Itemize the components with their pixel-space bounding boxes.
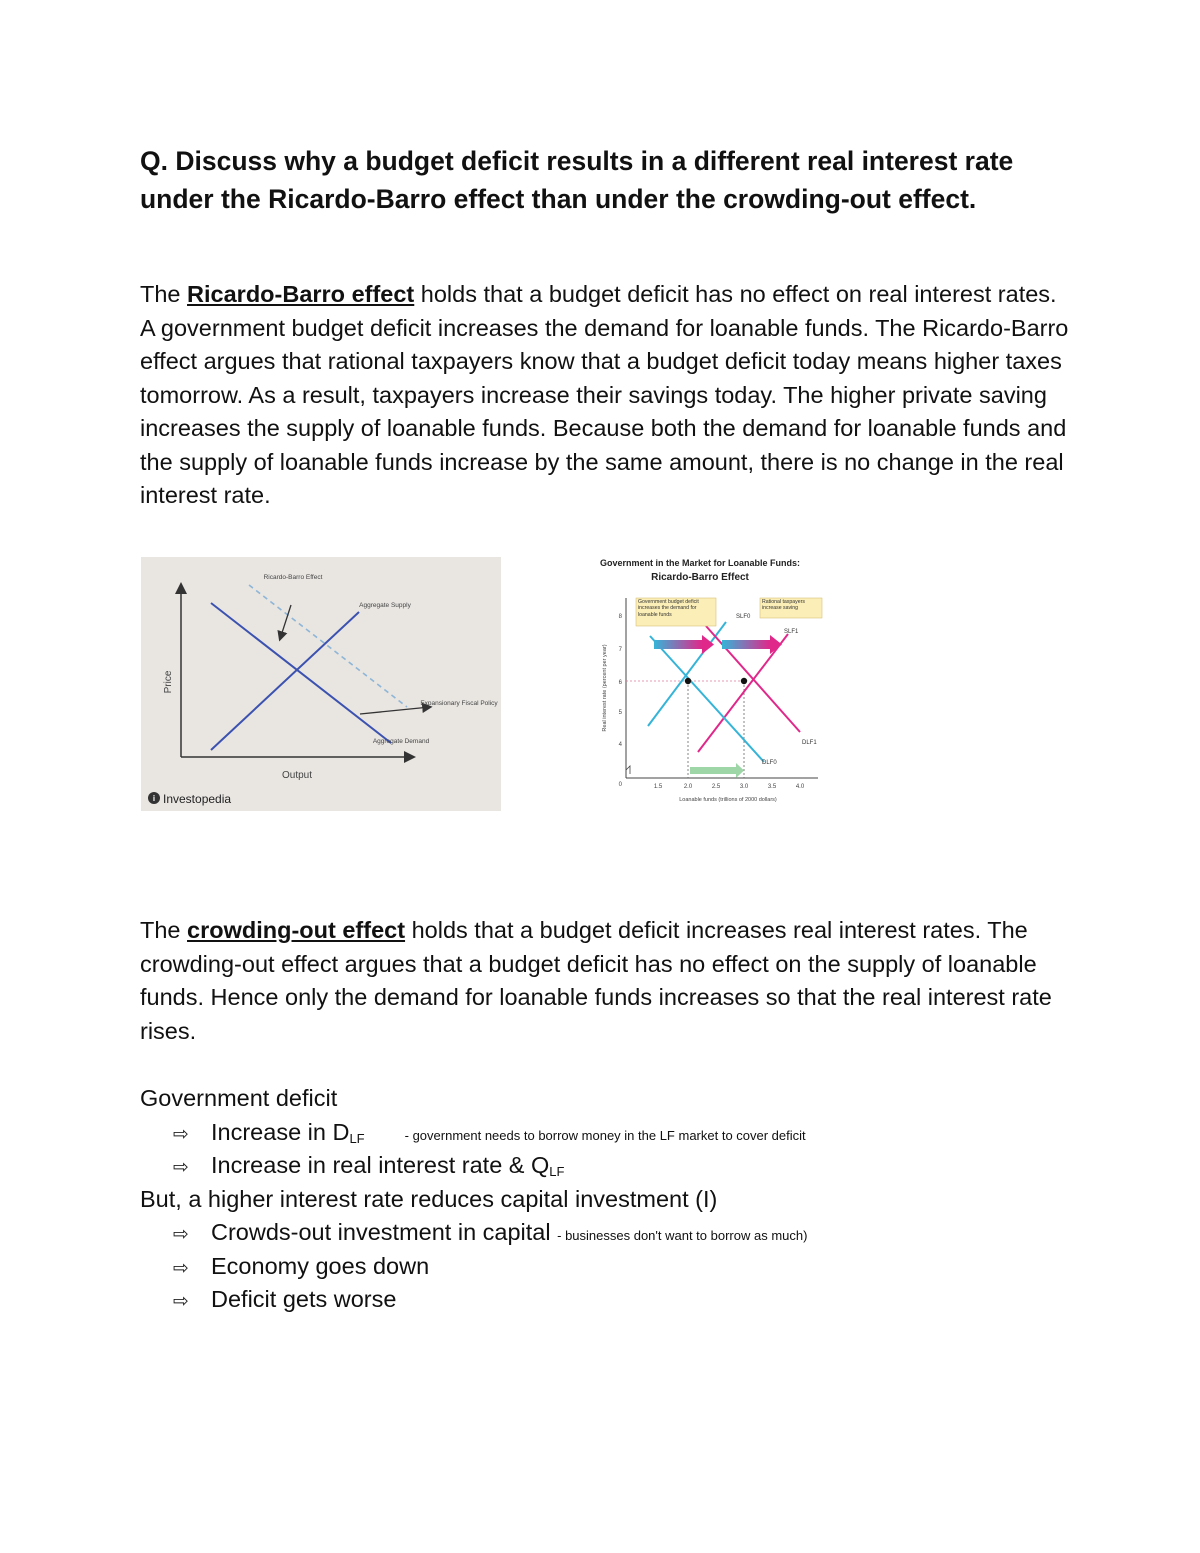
fiscal-pointer-arrow (360, 707, 430, 714)
x-tick: 4.0 (795, 784, 805, 790)
ad-as-diagram (141, 557, 501, 811)
ad-as-figure (141, 557, 501, 811)
bullet-economy (140, 1250, 1100, 1284)
dlf1-label: DLF1 (802, 740, 817, 746)
y-tick: 5 (618, 710, 622, 716)
demand-shift-arrow-head (702, 635, 714, 654)
rb-effect-label: Ricardo-Barro Effect (263, 574, 323, 581)
bullet-note: - businesses don't want to borrow as much) (557, 1228, 808, 1243)
loanable-funds-figure (578, 556, 838, 806)
aggregate-supply-curve (211, 612, 359, 750)
lf-title-line1: Government in the Market for Loanable Funds: (599, 558, 801, 568)
x-tick: 2.5 (711, 784, 721, 790)
ad-as-xlabel: Output (281, 770, 313, 781)
notes-heading-deficit (140, 1082, 1100, 1116)
arrow-bullet-icon: ⇨ (173, 1157, 189, 1178)
investopedia-brand: Investopedia (163, 792, 232, 806)
bullet-text: Increase in real interest rate & Q (211, 1152, 550, 1178)
deficit-callout-fo (638, 599, 716, 626)
ad-label: Aggregate Demand (372, 738, 430, 745)
lf-title-line2: Ricardo-Barro Effect (651, 572, 749, 583)
y-tick: 6 (618, 680, 622, 686)
axis-break-mark (626, 766, 630, 774)
deficit-callout-text: Government budget deficit increases the demand for loanable funds (638, 599, 699, 618)
bullet-increase-rate (140, 1149, 1100, 1183)
subscript-lf: LF (549, 1164, 565, 1179)
slf0-label: SLF0 (736, 614, 751, 620)
bullet-text: Crowds-out investment in capital (211, 1219, 551, 1245)
slf1-curve (698, 634, 788, 752)
bullet-text: Increase in D (211, 1118, 350, 1145)
bullet-crowds-out (140, 1216, 1100, 1250)
bullet-text: Economy goes down (211, 1252, 430, 1279)
ricardo-barro-paragraph (140, 278, 1075, 513)
slf1-label: SLF1 (784, 629, 799, 635)
notes-heading-text: But, a higher interest rate reduces capital investment (I) (140, 1185, 718, 1212)
para2-pre: The (140, 917, 188, 943)
quantity-change-arrow-head (736, 763, 744, 778)
equilibrium-point-1 (741, 678, 747, 684)
ad-as-ylabel: Price (163, 670, 174, 694)
bullet-increase-dlf (140, 1116, 1100, 1150)
x-tick: 1.5 (653, 784, 663, 790)
arrow-bullet-icon: ⇨ (173, 1224, 189, 1245)
saving-callout-text: Rational taxpayers increase saving (762, 599, 805, 612)
saving-callout-fo (762, 599, 820, 618)
equilibrium-point-0 (685, 678, 691, 684)
x-tick: 2.0 (683, 784, 693, 790)
origin-tick: 0 (618, 782, 622, 788)
bullet-note: - government needs to borrow money in the LF market to cover deficit (404, 1127, 806, 1143)
rb-pointer-arrow (280, 605, 291, 639)
ricardo-barro-term: Ricardo-Barro effect (187, 281, 415, 307)
demand-shift-arrow-body (654, 640, 702, 649)
crowding-out-term: crowding-out effect (187, 917, 406, 943)
fiscal-policy-label: Expansionary Fiscal Policy (420, 700, 498, 707)
notes-section (140, 1082, 1100, 1317)
supply-shift-arrow-body (722, 640, 770, 649)
bullet-deficit-worse (140, 1283, 1100, 1317)
slf0-curve (648, 622, 726, 726)
arrow-bullet-icon: ⇨ (173, 1123, 189, 1145)
y-tick: 7 (618, 647, 622, 653)
notes-heading-text: Government deficit (140, 1085, 338, 1111)
x-tick: 3.0 (739, 784, 749, 790)
x-tick: 3.5 (767, 784, 777, 790)
as-label: Aggregate Supply (359, 602, 411, 609)
y-tick: 4 (618, 742, 622, 748)
bullet-text: Deficit gets worse (211, 1286, 397, 1312)
loanable-funds-diagram (578, 556, 838, 806)
lf-xlabel: Loanable funds (trillions of 2000 dollars) (679, 797, 777, 803)
quantity-change-arrow-body (690, 767, 736, 774)
para1-body: holds that a budget deficit has no effect on real interest rates. A government budget deficit increases the demand for loanable funds. The Ricardo-Barro effect argues that rational taxpayers know that a budget deficit today means higher taxes tomorrow. As a result, taxpayers increase their savings today. The higher private saving increases the supply of loanable funds. Because both the demand for loanable funds and the supply of loanable funds increase by the same amount, there is no change in the real interest rate. (140, 281, 1069, 508)
dlf0-label: DLF0 (762, 760, 777, 766)
lf-ylabel: Real interest rate (percent per year) (602, 644, 608, 732)
para1-pre: The (140, 281, 188, 307)
logo-glyph: i (152, 794, 156, 803)
arrow-bullet-icon: ⇨ (173, 1291, 189, 1312)
arrow-bullet-icon: ⇨ (173, 1257, 189, 1279)
y-tick: 8 (618, 614, 622, 620)
subscript-lf: LF (349, 1130, 365, 1146)
crowding-out-paragraph (140, 914, 1075, 1048)
para2-body: holds that a budget deficit increases real interest rates. The crowding-out effect argues that a budget deficit has no effect on the supply of loanable funds. Hence only the demand for loanable funds increases so that the real interest rate rises. (140, 917, 1052, 1044)
notes-heading-investment (140, 1183, 1100, 1217)
question-title: Q. Discuss why a budget deficit results in a different real interest rate under the Ricardo-Barro effect than under the crowding-out effect. (140, 146, 1014, 214)
